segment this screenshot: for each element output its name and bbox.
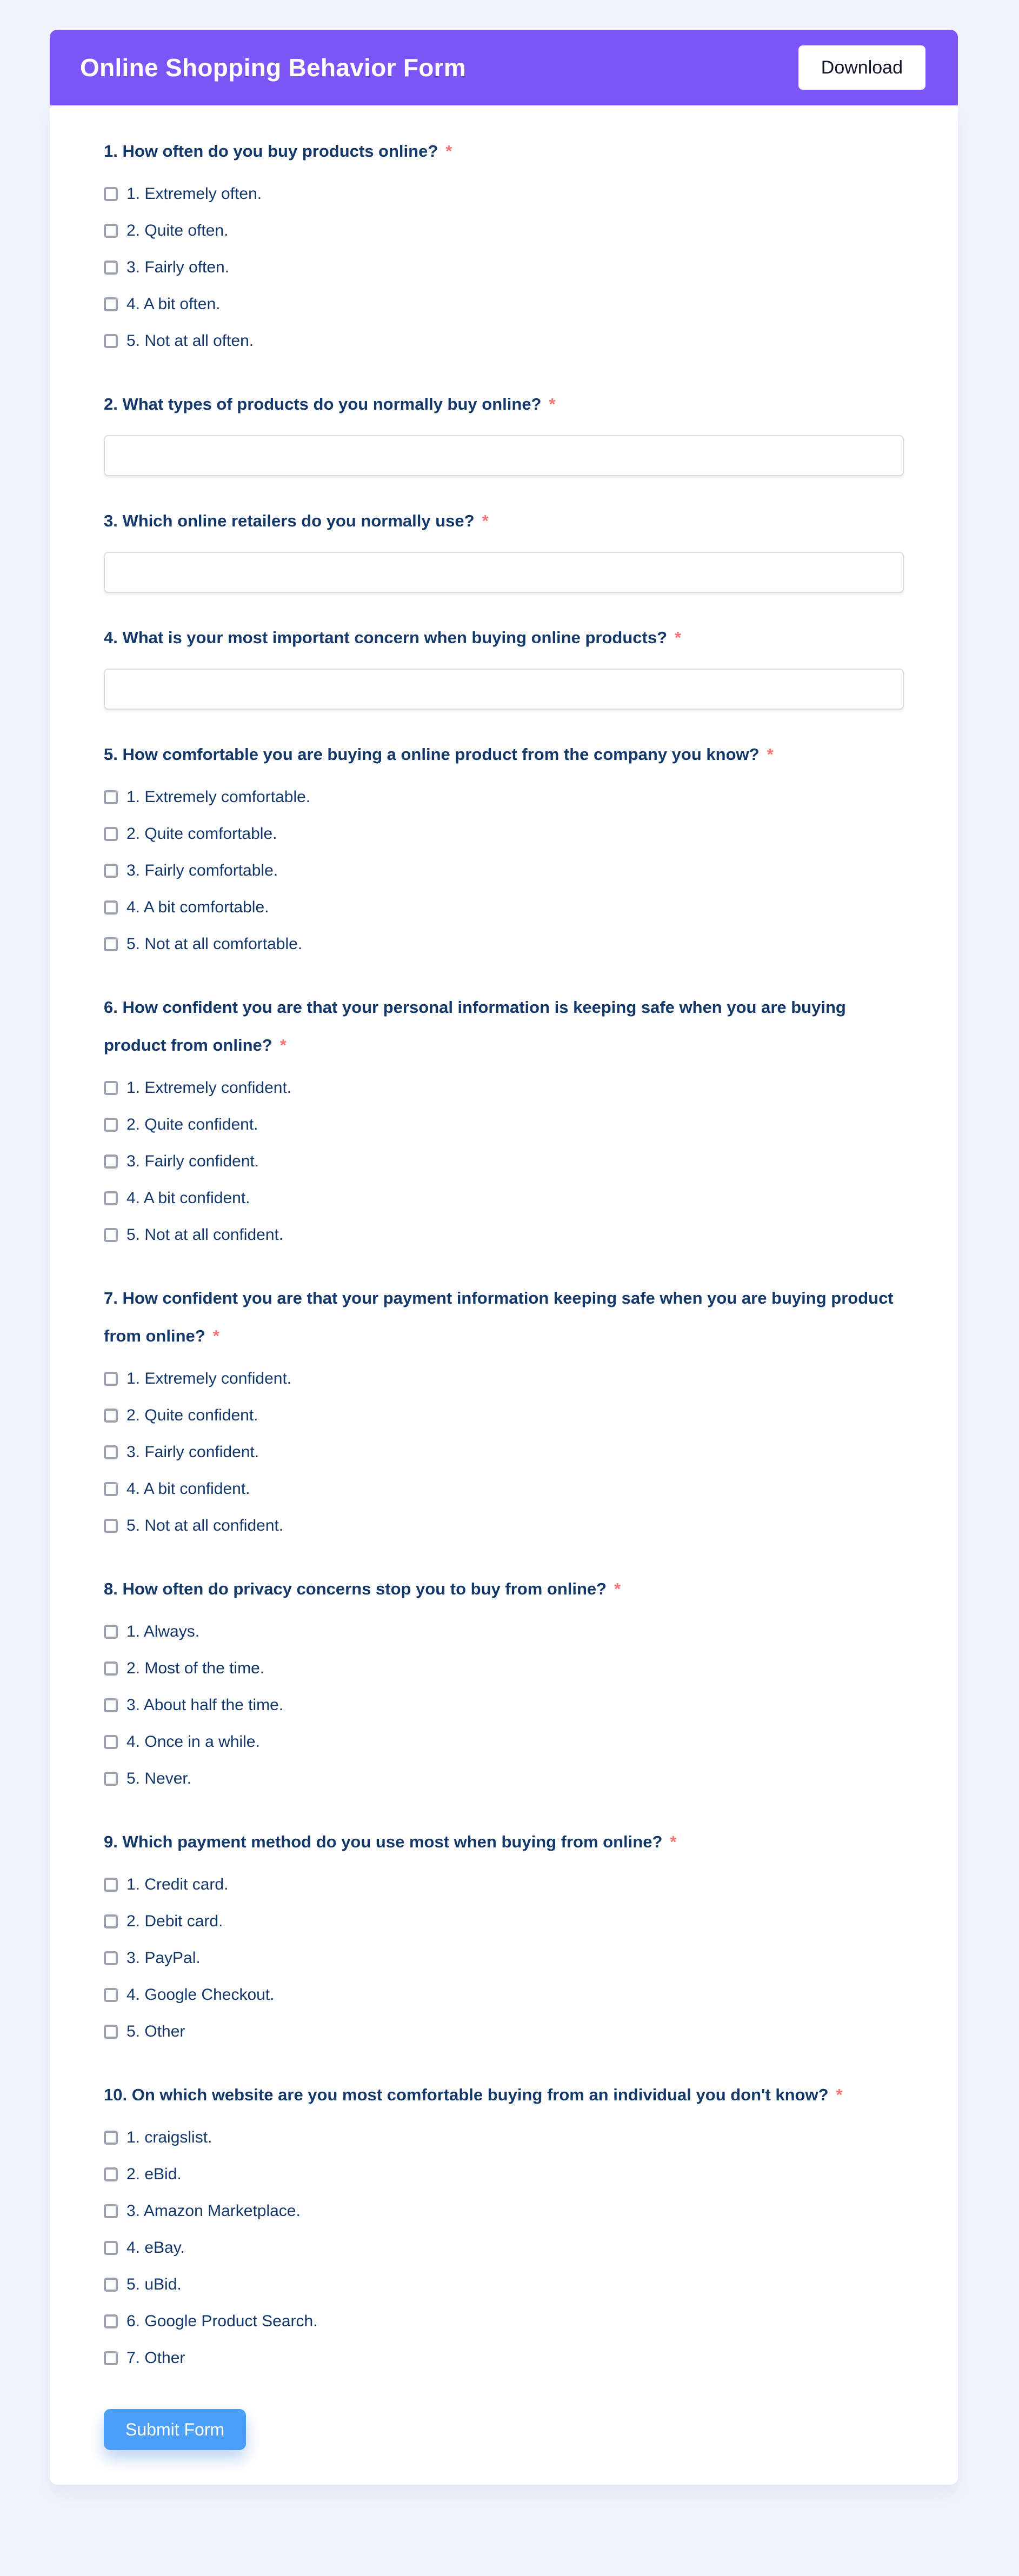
checkbox-icon[interactable] <box>104 827 118 841</box>
question-10-option-4[interactable] <box>104 2230 904 2266</box>
option-label: 5. Not at all comfortable. <box>126 935 303 953</box>
checkbox-icon[interactable] <box>104 2131 118 2145</box>
question-9-option-2[interactable] <box>104 1903 904 1940</box>
question-7-option-3[interactable] <box>104 1434 904 1471</box>
question-7-option-4[interactable] <box>104 1471 904 1507</box>
option-label: 4. A bit confident. <box>126 1189 250 1207</box>
question-7 <box>104 1279 904 1544</box>
question-10-option-7[interactable] <box>104 2340 904 2377</box>
option-label: 2. eBid. <box>126 2165 182 2183</box>
checkbox-icon[interactable] <box>104 2204 118 2218</box>
option-label: 1. Extremely confident. <box>126 1079 292 1097</box>
option-label: 1. Extremely comfortable. <box>126 788 311 806</box>
question-8 <box>104 1570 904 1797</box>
question-9-option-4[interactable] <box>104 1977 904 2013</box>
question-1-option-3[interactable] <box>104 249 904 286</box>
question-4-input[interactable] <box>104 669 904 710</box>
required-asterisk: * <box>482 511 489 530</box>
question-1-option-4[interactable] <box>104 286 904 323</box>
required-asterisk: * <box>767 745 774 764</box>
question-1-option-2[interactable] <box>104 212 904 249</box>
checkbox-icon[interactable] <box>104 1409 118 1423</box>
option-label: 7. Other <box>126 2349 185 2367</box>
question-6-option-5[interactable] <box>104 1217 904 1253</box>
page-title: Online Shopping Behavior Form <box>80 54 467 82</box>
question-6-option-1[interactable] <box>104 1070 904 1106</box>
checkbox-icon[interactable] <box>104 334 118 348</box>
question-5-option-3[interactable] <box>104 852 904 889</box>
checkbox-icon[interactable] <box>104 1914 118 1928</box>
option-label: 3. Fairly often. <box>126 258 230 276</box>
question-1 <box>104 132 904 359</box>
option-label: 3. Fairly comfortable. <box>126 862 278 879</box>
question-10 <box>104 2076 904 2377</box>
option-label: 5. Not at all often. <box>126 332 254 350</box>
checkbox-icon[interactable] <box>104 1988 118 2002</box>
question-10-options <box>104 2119 904 2377</box>
question-1-option-5[interactable] <box>104 323 904 359</box>
option-label: 4. Google Checkout. <box>126 1986 275 2004</box>
option-label: 2. Quite often. <box>126 222 229 239</box>
question-3-input[interactable] <box>104 552 904 593</box>
question-2-label: 2. What types of products do you normally buy online? <box>104 395 542 413</box>
question-10-option-6[interactable] <box>104 2303 904 2340</box>
question-7-label: 7. How confident you are that your payment information keeping safe when you are buying product from online? <box>104 1289 894 1345</box>
question-8-option-3[interactable] <box>104 1687 904 1724</box>
question-7-options <box>104 1360 904 1544</box>
question-5-options <box>104 779 904 963</box>
question-5-option-5[interactable] <box>104 926 904 963</box>
question-5-option-4[interactable] <box>104 889 904 926</box>
question-3 <box>104 502 904 593</box>
checkbox-icon[interactable] <box>104 790 118 804</box>
question-6-options <box>104 1070 904 1253</box>
required-asterisk: * <box>836 2085 843 2104</box>
option-label: 1. Credit card. <box>126 1876 229 1893</box>
option-label: 4. A bit often. <box>126 295 221 313</box>
submit-button[interactable]: Submit Form <box>104 2409 246 2450</box>
question-5-option-2[interactable] <box>104 816 904 852</box>
question-8-option-1[interactable] <box>104 1613 904 1650</box>
question-2-input[interactable] <box>104 435 904 476</box>
required-asterisk: * <box>670 1832 677 1851</box>
question-9 <box>104 1823 904 2050</box>
option-label: 4. eBay. <box>126 2239 185 2257</box>
checkbox-icon[interactable] <box>104 297 118 311</box>
required-asterisk: * <box>675 628 682 647</box>
checkbox-icon[interactable] <box>104 2241 118 2255</box>
required-asterisk: * <box>212 1326 219 1345</box>
checkbox-icon[interactable] <box>104 2278 118 2292</box>
question-6-option-3[interactable] <box>104 1143 904 1180</box>
checkbox-icon[interactable] <box>104 1372 118 1386</box>
option-label: 1. Extremely often. <box>126 185 262 203</box>
checkbox-icon[interactable] <box>104 2167 118 2181</box>
required-asterisk: * <box>445 142 452 161</box>
option-label: 3. Fairly confident. <box>126 1152 259 1170</box>
question-9-option-1[interactable] <box>104 1866 904 1903</box>
question-1-label: 1. How often do you buy products online? <box>104 142 438 161</box>
option-label: 3. Fairly confident. <box>126 1443 259 1461</box>
option-label: 2. Quite comfortable. <box>126 825 277 843</box>
option-label: 2. Debit card. <box>126 1912 223 1930</box>
checkbox-icon[interactable] <box>104 864 118 878</box>
question-8-option-4[interactable] <box>104 1724 904 1760</box>
question-1-option-1[interactable] <box>104 176 904 212</box>
checkbox-icon[interactable] <box>104 1191 118 1205</box>
question-2 <box>104 385 904 476</box>
question-7-option-5[interactable] <box>104 1507 904 1544</box>
checkbox-icon[interactable] <box>104 261 118 275</box>
question-4-label: 4. What is your most important concern when buying online products? <box>104 628 668 647</box>
question-5-option-1[interactable] <box>104 779 904 816</box>
option-label: 3. Amazon Marketplace. <box>126 2202 301 2220</box>
checkbox-icon[interactable] <box>104 900 118 915</box>
question-10-option-5[interactable] <box>104 2266 904 2303</box>
question-9-option-5[interactable] <box>104 2013 904 2050</box>
checkbox-icon[interactable] <box>104 1154 118 1169</box>
checkbox-icon[interactable] <box>104 1661 118 1676</box>
question-8-label: 8. How often do privacy concerns stop you to buy from online? <box>104 1579 607 1598</box>
option-label: 1. craigslist. <box>126 2128 212 2146</box>
question-1-options <box>104 176 904 359</box>
question-7-option-2[interactable] <box>104 1397 904 1434</box>
checkbox-icon[interactable] <box>104 2314 118 2328</box>
option-label: 6. Google Product Search. <box>126 2312 318 2330</box>
question-6 <box>104 989 904 1253</box>
question-10-heading <box>104 2076 904 2114</box>
checkbox-icon[interactable] <box>104 2025 118 2039</box>
question-10-option-3[interactable] <box>104 2193 904 2230</box>
checkbox-icon[interactable] <box>104 1228 118 1242</box>
question-10-label: 10. On which website are you most comfortable buying from an individual you don't know? <box>104 2085 829 2104</box>
question-4 <box>104 619 904 710</box>
question-3-label: 3. Which online retailers do you normally use? <box>104 511 475 530</box>
question-8-option-5[interactable] <box>104 1760 904 1797</box>
option-label: 5. Not at all confident. <box>126 1226 284 1244</box>
checkbox-icon[interactable] <box>104 1951 118 1965</box>
question-6-label: 6. How confident you are that your personal information is keeping safe when you are buying product from online? <box>104 998 846 1055</box>
option-label: 5. Not at all confident. <box>126 1517 284 1534</box>
option-label: 2. Most of the time. <box>126 1659 265 1677</box>
option-label: 3. About half the time. <box>126 1696 284 1714</box>
question-8-heading <box>104 1570 904 1608</box>
checkbox-icon[interactable] <box>104 1625 118 1639</box>
form-header <box>50 30 958 105</box>
question-1-heading <box>104 132 904 170</box>
question-8-options <box>104 1613 904 1797</box>
option-label: 4. A bit confident. <box>126 1480 250 1498</box>
option-label: 5. Never. <box>126 1770 192 1787</box>
checkbox-icon[interactable] <box>104 1445 118 1459</box>
checkbox-icon[interactable] <box>104 1698 118 1712</box>
question-9-option-3[interactable] <box>104 1940 904 1977</box>
question-6-heading <box>104 989 904 1064</box>
checkbox-icon[interactable] <box>104 937 118 951</box>
required-asterisk: * <box>549 395 556 413</box>
question-5 <box>104 736 904 963</box>
question-6-option-2[interactable] <box>104 1106 904 1143</box>
question-5-label: 5. How comfortable you are buying a online product from the company you know? <box>104 745 760 764</box>
option-label: 1. Extremely confident. <box>126 1370 292 1387</box>
required-asterisk: * <box>614 1579 621 1598</box>
option-label: 4. A bit comfortable. <box>126 898 269 916</box>
checkbox-icon[interactable] <box>104 187 118 201</box>
question-3-heading <box>104 502 904 540</box>
option-label: 5. uBid. <box>126 2275 182 2293</box>
checkbox-icon[interactable] <box>104 1081 118 1095</box>
question-7-option-1[interactable] <box>104 1360 904 1397</box>
question-9-heading <box>104 1823 904 1861</box>
question-8-option-2[interactable] <box>104 1650 904 1687</box>
download-button[interactable]: Download <box>798 45 925 90</box>
option-label: 2. Quite confident. <box>126 1116 258 1133</box>
option-label: 1. Always. <box>126 1623 200 1640</box>
question-9-label: 9. Which payment method do you use most when buying from online? <box>104 1832 663 1851</box>
option-label: 3. PayPal. <box>126 1949 201 1967</box>
form-card <box>50 105 958 2485</box>
checkbox-icon[interactable] <box>104 1878 118 1892</box>
question-10-option-1[interactable] <box>104 2119 904 2156</box>
checkbox-icon[interactable] <box>104 1482 118 1496</box>
option-label: 5. Other <box>126 2023 185 2040</box>
question-9-options <box>104 1866 904 2050</box>
checkbox-icon[interactable] <box>104 1519 118 1533</box>
checkbox-icon[interactable] <box>104 224 118 238</box>
question-10-option-2[interactable] <box>104 2156 904 2193</box>
checkbox-icon[interactable] <box>104 1735 118 1749</box>
option-label: 4. Once in a while. <box>126 1733 260 1751</box>
question-5-heading <box>104 736 904 773</box>
checkbox-icon[interactable] <box>104 2351 118 2365</box>
checkbox-icon[interactable] <box>104 1118 118 1132</box>
question-2-heading <box>104 385 904 423</box>
questions-container <box>104 132 904 2377</box>
question-4-heading <box>104 619 904 657</box>
required-asterisk: * <box>279 1036 287 1055</box>
question-6-option-4[interactable] <box>104 1180 904 1217</box>
checkbox-icon[interactable] <box>104 1772 118 1786</box>
option-label: 2. Quite confident. <box>126 1406 258 1424</box>
question-7-heading <box>104 1279 904 1355</box>
